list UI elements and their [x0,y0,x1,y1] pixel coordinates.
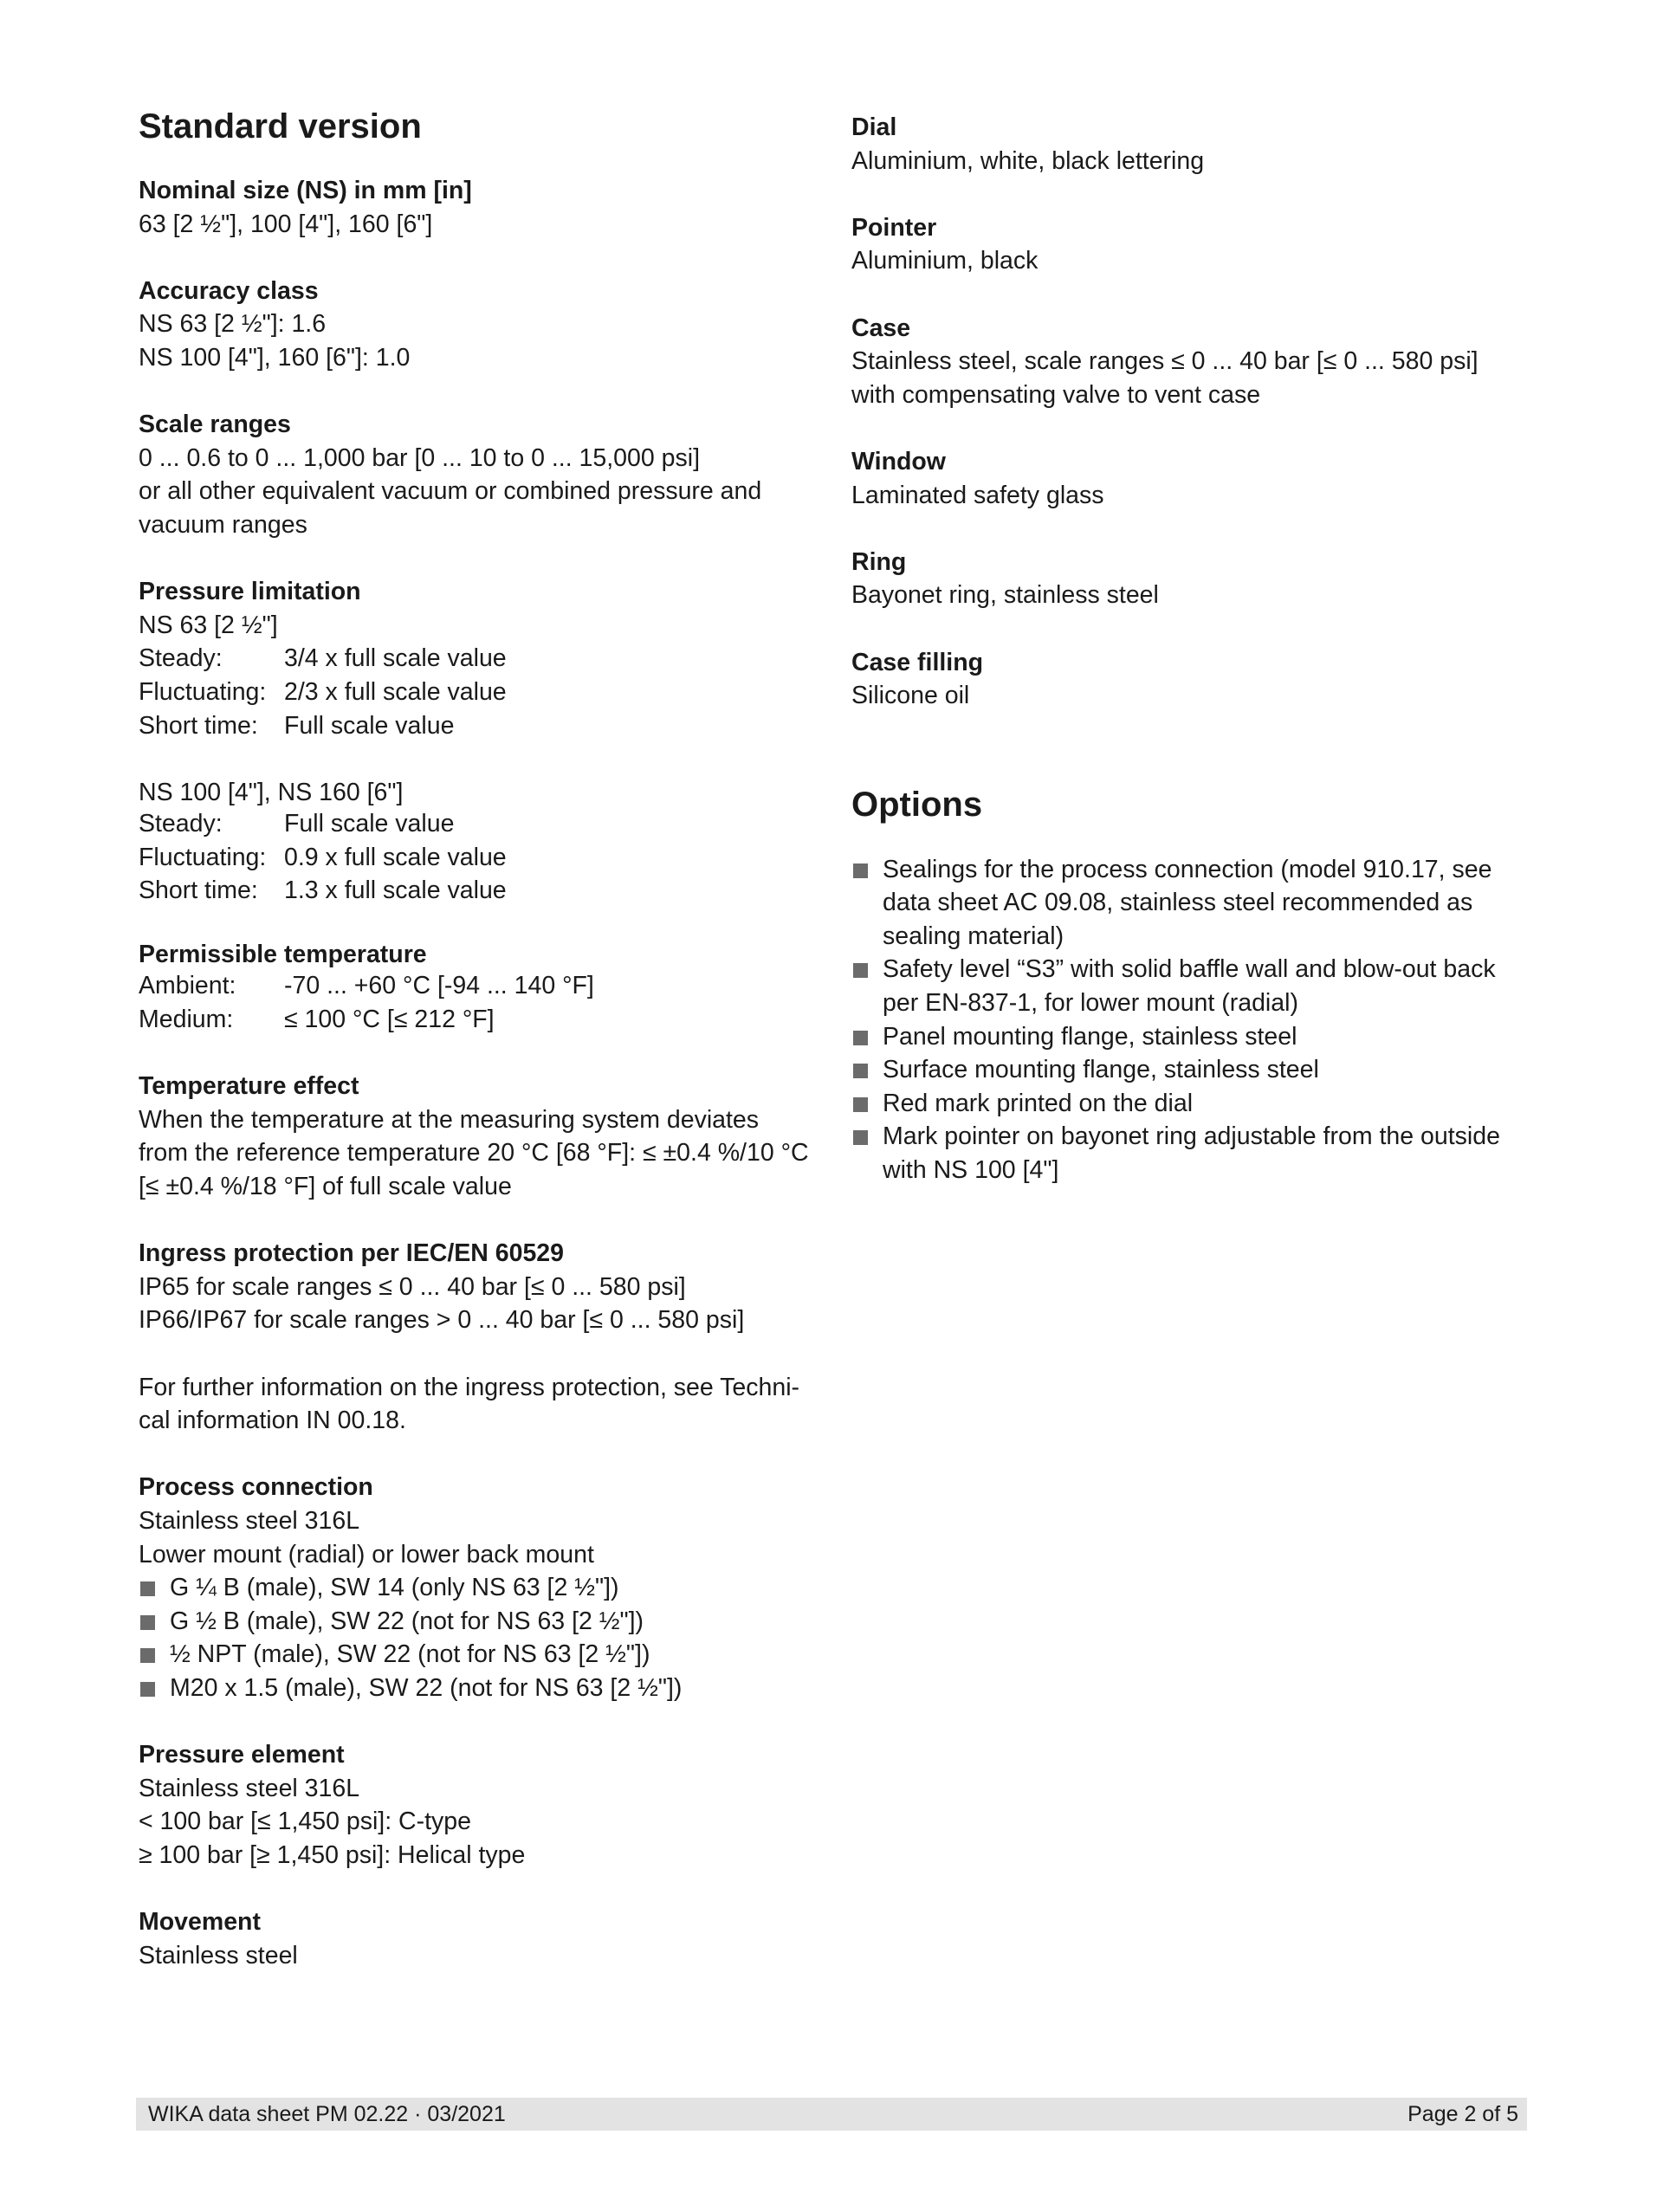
process-connection-list [139,1571,814,1704]
pressure-row [139,642,814,676]
temperature-row-value: -70 ... +60 °C [-94 ... 140 °F] [284,972,594,1000]
nominal-size-value: 63 [2 ½"], 100 [4"], 160 [6"] [139,210,433,238]
pressure-limitation-heading: Pressure limitation [139,578,361,606]
pressure-row-value: 3/4 x full scale value [284,644,507,673]
ingress-note-line: cal information IN 00.18. [139,1407,406,1435]
pressure-group-label: NS 100 [4"], NS 160 [6"] [139,779,404,807]
bullet-square-icon [853,1064,868,1078]
scale-ranges-line: 0 ... 0.6 to 0 ... 1,000 bar [0 ... 10 to 0 ... 15,000 psi] [139,443,700,472]
movement-section [139,1905,814,1972]
process-connection-heading: Process connection [139,1473,373,1502]
list-item-text: G ¼ B (male), SW 14 (only NS 63 [2 ½"]) [170,1574,619,1602]
pressure-row-value: Full scale value [284,810,455,838]
spacer [139,1337,814,1371]
scale-ranges-section [139,408,814,541]
case-filling-section [851,646,1527,713]
ring-heading: Ring [851,547,907,576]
footer-page-number: Page 2 of 5 [1407,2102,1518,2126]
list-item [139,1571,814,1605]
pressure-row [139,709,814,743]
page-footer [136,2098,1527,2131]
temperature-effect-line: from the reference temperature 20 °C [68 °F]: ≤ ±0.4 %/10 °C [139,1139,809,1167]
pressure-row [139,874,814,908]
temperature-effect-line: [≤ ±0.4 %/18 °F] of full scale value [139,1173,512,1201]
dial-line: Aluminium, white, black lettering [851,146,1205,175]
pointer-section [851,211,1527,278]
options-list [851,853,1527,1187]
pressure-element-line: Stainless steel 316L [139,1774,360,1802]
pressure-element-section [139,1738,814,1872]
list-item [139,1638,814,1672]
temperature-effect-section [139,1070,814,1203]
dial-section [851,111,1527,178]
accuracy-heading: Accuracy class [139,276,319,305]
accuracy-line: NS 63 [2 ½"]: 1.6 [139,310,327,339]
movement-heading: Movement [139,1908,261,1937]
scale-ranges-line: vacuum ranges [139,510,307,539]
footer-document-id: WIKA data sheet PM 02.22 · 03/2021 [148,2102,506,2126]
case-filling-heading: Case filling [851,648,984,676]
case-filling-line: Silicone oil [851,682,970,710]
right-column [851,111,1527,1187]
temperature-row-key: Ambient: [139,972,236,1000]
pressure-row-key: Fluctuating: [139,843,267,871]
pressure-row-key: Fluctuating: [139,677,267,706]
pressure-row [139,841,814,875]
window-line: Laminated safety glass [851,481,1104,509]
list-item-text: Safety level “S3” with solid baffle wall and blow-out back [883,955,1496,984]
temperature-row [139,969,814,1003]
pressure-row [139,676,814,709]
list-item [851,1020,1527,1054]
list-item-text: ½ NPT (male), SW 22 (not for NS 63 [2 ½"]) [170,1640,650,1669]
section-title-options: Options [851,785,983,824]
list-item [851,1120,1527,1187]
spacer [139,742,814,779]
accuracy-line: NS 100 [4"], 160 [6"]: 1.0 [139,343,411,372]
case-heading: Case [851,314,911,342]
pressure-row-key: Steady: [139,810,223,838]
list-item [851,953,1527,1019]
accuracy-section [139,275,814,375]
case-section [851,312,1527,412]
ingress-heading: Ingress protection per IEC/EN 60529 [139,1239,564,1268]
ingress-line: IP65 for scale ranges ≤ 0 ... 40 bar [≤ 0 ... 580 psi] [139,1272,686,1301]
pressure-group-label: NS 63 [2 ½"] [139,611,278,639]
dial-heading: Dial [851,113,897,141]
temperature-heading: Permissible temperature [139,941,427,969]
list-item-text: Panel mounting flange, stainless steel [883,1022,1297,1051]
pressure-row-key: Short time: [139,876,258,905]
pressure-row-value: 2/3 x full scale value [284,677,507,706]
bullet-square-icon [853,863,868,878]
pressure-element-line: < 100 bar [≤ 1,450 psi]: C-type [139,1808,471,1836]
list-item-text: M20 x 1.5 (male), SW 22 (not for NS 63 [2 ½"]) [170,1673,683,1702]
pointer-heading: Pointer [851,213,937,242]
temperature-section [139,941,814,1036]
ring-line: Bayonet ring, stainless steel [851,581,1159,610]
list-item [851,853,1527,954]
list-item-text: Sealings for the process connection (model 910.17, see [883,855,1492,883]
bullet-square-icon [853,1097,868,1112]
bullet-square-icon [853,1130,868,1145]
pressure-element-line: ≥ 100 bar [≥ 1,450 psi]: Helical type [139,1840,526,1869]
bullet-square-icon [853,963,868,978]
ingress-section [139,1237,814,1438]
case-line: Stainless steel, scale ranges ≤ 0 ... 40 bar [≤ 0 ... 580 psi] [851,347,1479,376]
nominal-size-heading: Nominal size (NS) in mm [in] [139,177,472,204]
window-heading: Window [851,447,946,475]
list-item [851,1053,1527,1087]
list-item [851,1087,1527,1121]
pressure-row-value: 1.3 x full scale value [284,876,507,905]
process-connection-line: Lower mount (radial) or lower back mount [139,1540,594,1568]
process-connection-line: Stainless steel 316L [139,1506,360,1535]
scale-ranges-line: or all other equivalent vacuum or combined pressure and [139,477,762,506]
bullet-square-icon [140,1615,155,1630]
list-item [139,1672,814,1705]
bullet-square-icon [853,1031,868,1045]
list-item [139,1605,814,1639]
list-item-text: Red mark printed on the dial [883,1089,1194,1117]
movement-line: Stainless steel [139,1941,298,1969]
left-column [139,106,814,2006]
list-item-text: Mark pointer on bayonet ring adjustable from the outside [883,1122,1500,1151]
pressure-row-value: Full scale value [284,711,455,740]
ring-section [851,546,1527,612]
process-connection-section [139,1471,814,1704]
ingress-line: IP66/IP67 for scale ranges > 0 ... 40 bar [≤ 0 ... 580 psi] [139,1306,745,1335]
temperature-effect-heading: Temperature effect [139,1072,359,1101]
pressure-row-value: 0.9 x full scale value [284,843,507,871]
section-title-standard-version: Standard version [139,107,422,146]
temperature-row [139,1003,814,1037]
pressure-row-key: Steady: [139,644,223,673]
bullet-square-icon [140,1682,155,1697]
temperature-effect-line: When the temperature at the measuring system deviates [139,1105,760,1134]
pressure-element-heading: Pressure element [139,1741,345,1769]
temperature-row-value: ≤ 100 °C [≤ 212 °F] [284,1006,495,1034]
scale-ranges-heading: Scale ranges [139,411,291,439]
list-item-text: Surface mounting flange, stainless steel [883,1056,1319,1084]
pressure-limitation-section [139,575,814,908]
nominal-size-section [139,174,814,241]
list-item-text: sealing material) [883,922,1064,950]
pressure-row [139,807,814,841]
window-section [851,445,1527,512]
bullet-square-icon [140,1648,155,1663]
bullet-square-icon [140,1581,155,1596]
ingress-note-line: For further information on the ingress protection, see Techni- [139,1373,800,1401]
pointer-line: Aluminium, black [851,247,1039,275]
list-item-text: with NS 100 [4"] [883,1156,1059,1185]
list-item-text: data sheet AC 09.08, stainless steel recommended as [883,889,1473,917]
pressure-row-key: Short time: [139,711,258,740]
temperature-row-key: Medium: [139,1006,234,1034]
list-item-text: G ½ B (male), SW 22 (not for NS 63 [2 ½"]) [170,1607,644,1635]
case-line: with compensating valve to vent case [851,380,1261,409]
list-item-text: per EN-837-1, for lower mount (radial) [883,989,1298,1018]
